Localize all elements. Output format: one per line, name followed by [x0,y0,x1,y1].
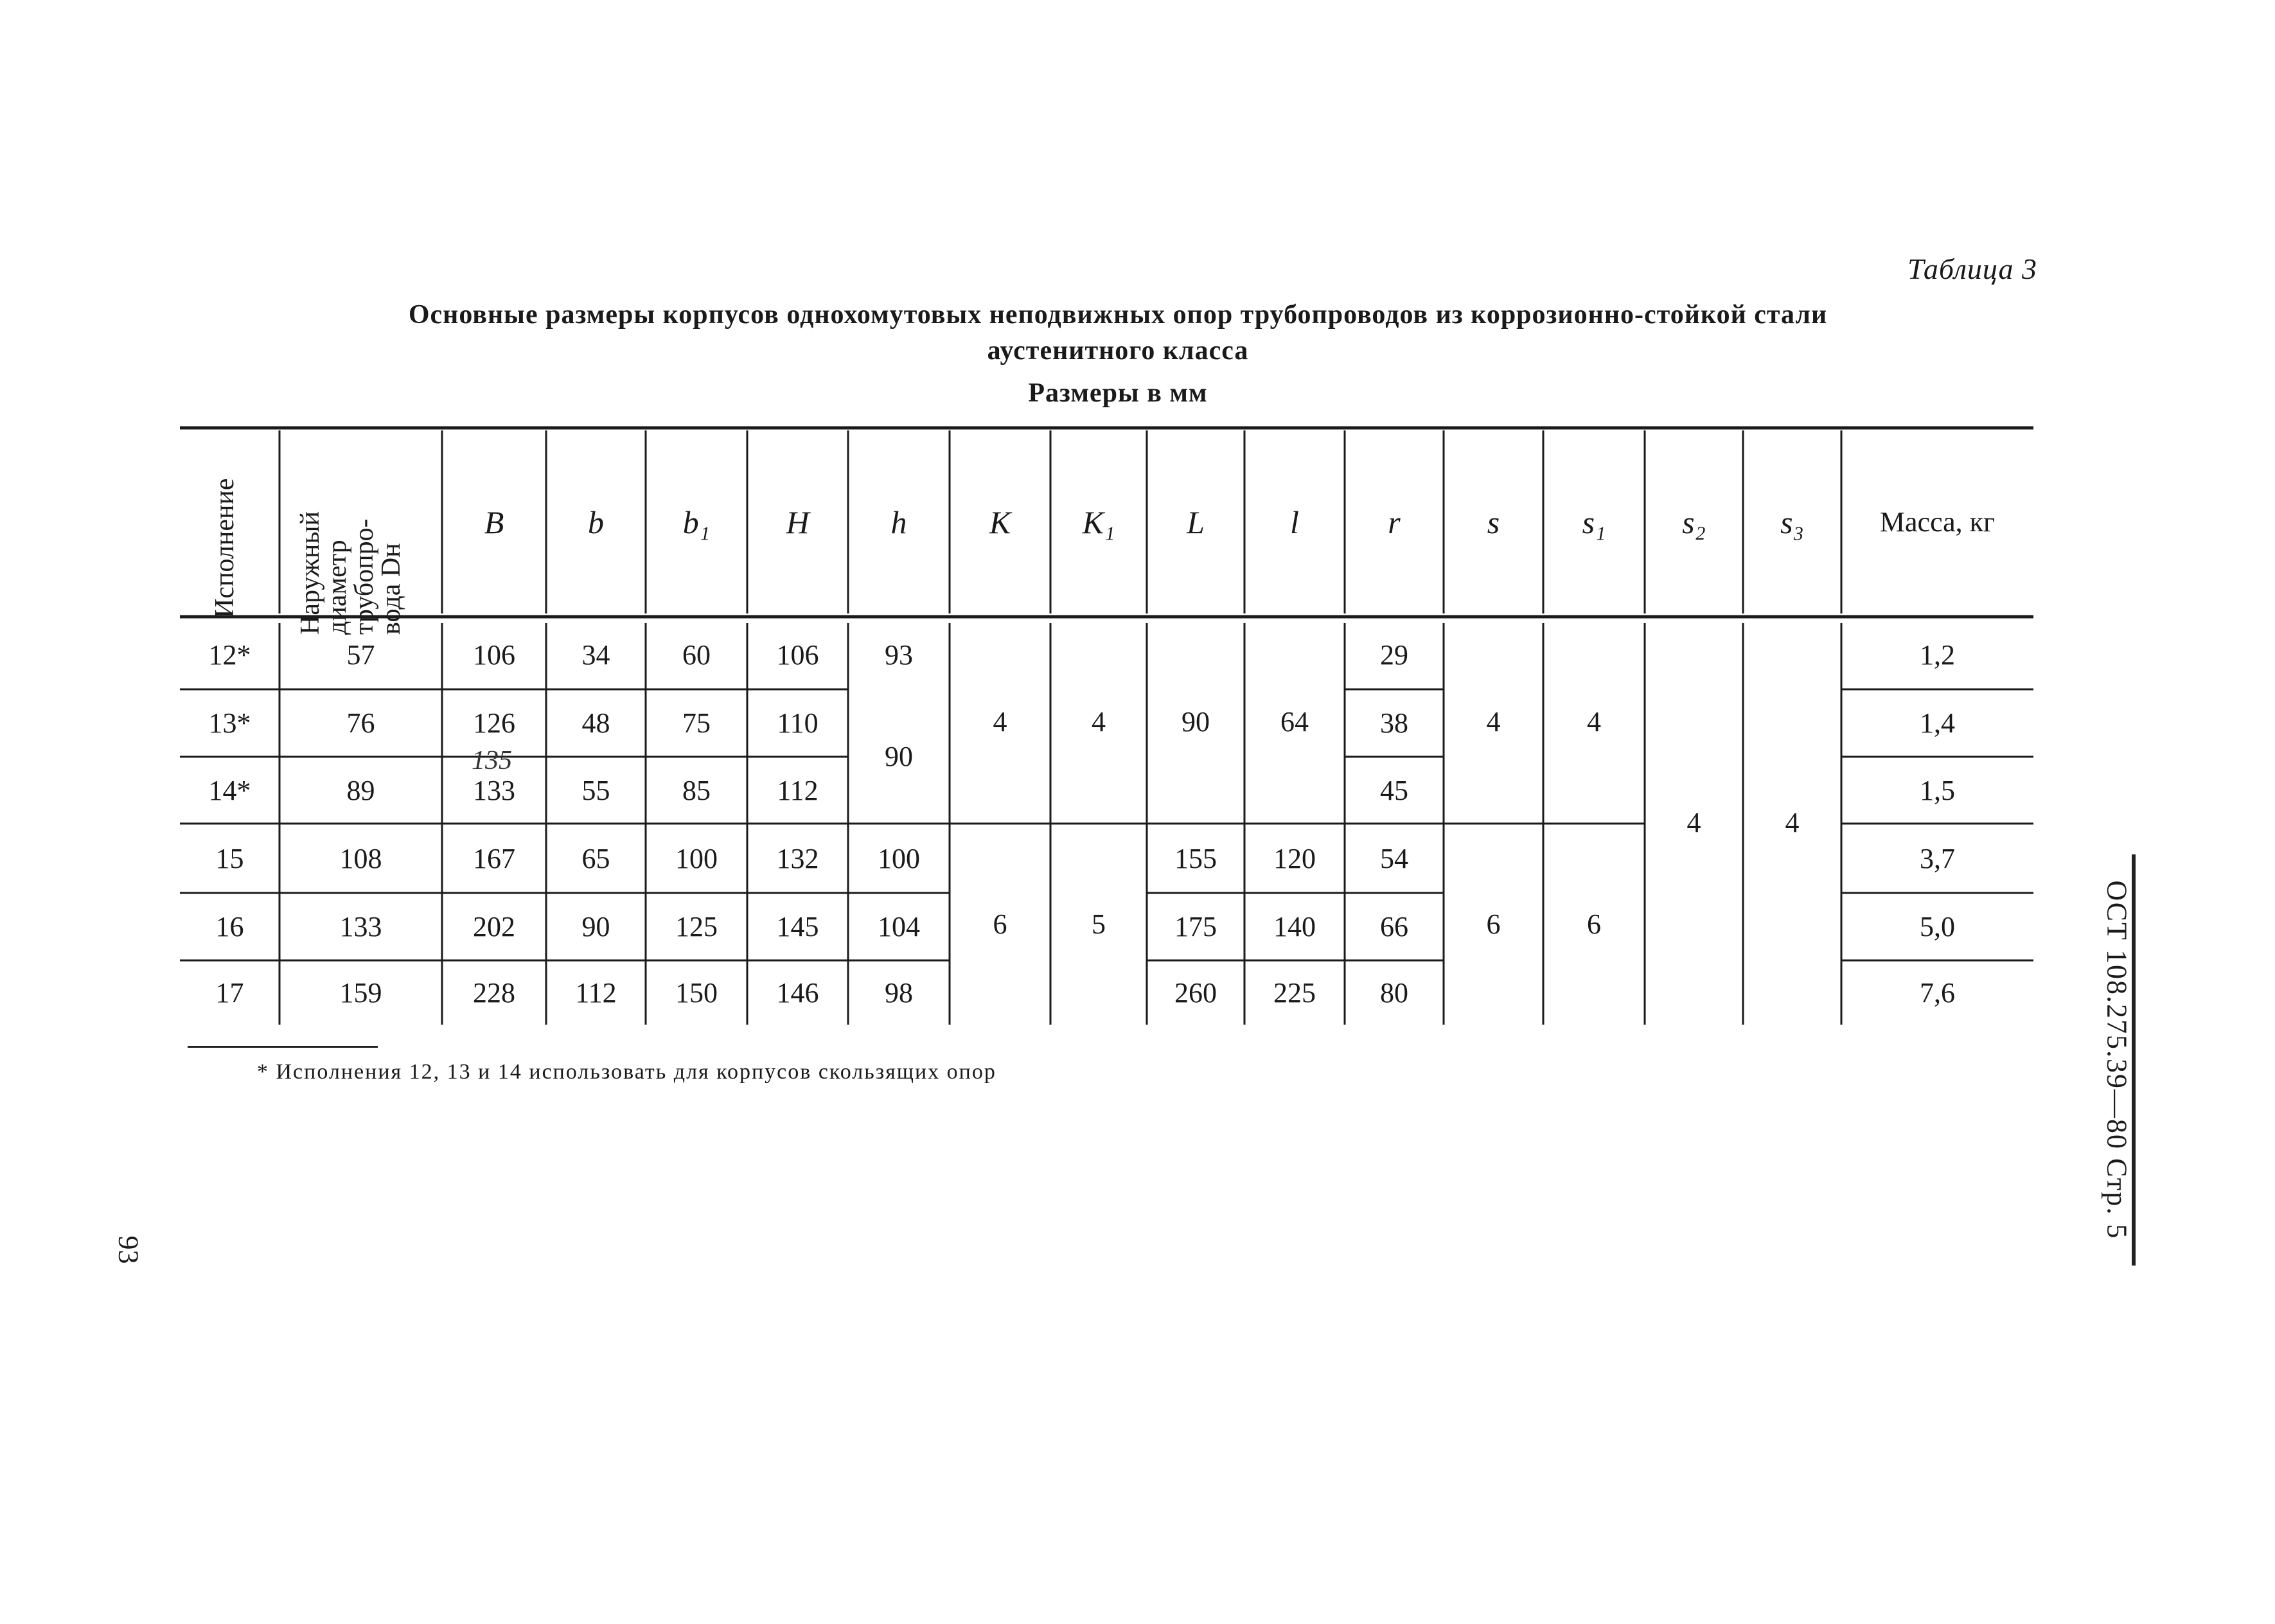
header-diameter-line4: вода Dн [376,543,406,635]
document-code [2102,854,2136,1266]
cell-b-14: 55 [581,774,610,806]
cell-isp-13: 13* [208,707,251,739]
cell-s3-all: 4 [1785,806,1800,838]
cell-L-15: 155 [1174,842,1217,874]
header-mass: Масса, кг [1879,506,1996,538]
cell-K1-12-14: 4 [1092,706,1106,737]
cell-b-17: 112 [575,976,617,1009]
page-number: 93 [112,1235,145,1264]
header-s3: s₃ [1780,504,1804,540]
cell-r-16: 66 [1380,911,1408,942]
cell-L-16: 175 [1174,911,1217,942]
cell-K-15-17: 6 [993,908,1007,940]
footnote-divider [188,1046,378,1048]
cell-isp-12: 12* [208,639,251,671]
cell-H-16: 145 [776,911,819,942]
cell-b1-16: 125 [675,911,718,942]
header-b1: b₁ [682,504,711,540]
header-diameter-line2: диаметр [323,540,352,635]
header-diameter [297,448,425,635]
cell-h-13-14: 90 [885,741,913,772]
cell-H-17: 146 [776,976,819,1009]
cell-B-12: 106 [473,639,515,671]
cell-d-16: 133 [339,911,382,942]
cell-H-15: 132 [776,842,819,874]
cell-r-14: 45 [1380,774,1408,806]
cell-B-13: 126 [473,707,515,739]
cell-b1-17: 150 [675,976,718,1009]
cell-b-16: 90 [581,911,610,942]
cell-K-12-14: 4 [993,706,1007,737]
cell-B-15: 167 [473,842,515,874]
cell-r-17: 80 [1380,976,1408,1009]
cell-l-17: 225 [1273,976,1316,1009]
header-s2: s₂ [1682,504,1706,540]
cell-B-16: 202 [473,911,515,942]
cell-r-12: 29 [1380,639,1408,671]
header-L: L [1187,504,1205,540]
cell-isp-15: 15 [215,842,244,874]
header-h: h [890,504,907,540]
cell-d-14: 89 [346,774,375,806]
cell-B-17: 228 [473,976,515,1009]
cell-l-16: 140 [1273,911,1316,942]
cell-isp-16: 16 [215,911,244,942]
header-K: K [989,504,1011,540]
cell-L-12-14: 90 [1182,706,1210,737]
table-title-line1: Основные размеры корпусов однохомутовых неподвижных опор трубопроводов из коррозионно-стойкой стали [408,300,1828,330]
header-l: l [1290,504,1299,540]
table-units: Размеры в мм [1028,378,1208,408]
cell-h-15: 100 [878,842,920,874]
cell-L-17: 260 [1174,976,1217,1009]
cell-b1-12: 60 [682,639,711,671]
header-s: s [1487,504,1500,540]
header-b: b [588,504,604,540]
cell-r-13: 38 [1380,707,1408,739]
cell-l-12-14: 64 [1280,706,1309,737]
cell-s2-all: 4 [1686,806,1701,838]
header-K1: K₁ [1082,504,1115,540]
cell-mass-14: 1,5 [1920,774,1955,806]
cell-mass-12: 1,2 [1920,639,1955,671]
cell-d-17: 159 [339,976,382,1009]
cell-mass-13: 1,4 [1920,707,1955,739]
cell-r-15: 54 [1380,842,1408,874]
cell-H-12: 106 [776,639,819,671]
cell-b1-15: 100 [675,842,718,874]
cell-b-13: 48 [581,707,610,739]
cell-b-15: 65 [581,842,610,874]
cell-mass-15: 3,7 [1920,842,1955,874]
cell-b1-14: 85 [682,774,711,806]
cell-s-15-17: 6 [1486,908,1501,940]
header-ispolnenie: Исполнение [210,478,240,618]
cell-h-16: 104 [878,911,920,942]
cell-K1-15-17: 5 [1092,908,1106,940]
cell-B-14: 133 [473,774,515,806]
cell-s1-12-14: 4 [1587,706,1601,737]
header-H: H [786,504,810,540]
header-B: B [484,504,504,540]
table-caption: Таблица 3 [1907,252,2037,285]
cell-isp-17: 17 [215,976,244,1009]
cell-H-14: 112 [777,774,819,806]
cell-b-12: 34 [581,639,610,671]
cell-d-13: 76 [346,707,375,739]
header-r: r [1388,504,1401,540]
header-s1: s₁ [1582,504,1606,540]
handwritten-correction: 135 [472,746,512,775]
cell-mass-16: 5,0 [1920,911,1955,942]
cell-s1-15-17: 6 [1587,908,1601,940]
cell-s-12-14: 4 [1486,706,1501,737]
cell-mass-17: 7,6 [1920,976,1955,1009]
cell-b1-13: 75 [682,707,711,739]
cell-h-17: 98 [885,976,913,1009]
cell-d-15: 108 [339,842,382,874]
cell-isp-14: 14* [208,774,251,806]
document-code-text: ОСТ 108.275.39—80 Стр. 5 [2101,880,2133,1240]
cell-l-15: 120 [1273,842,1316,874]
cell-d-12: 57 [346,639,375,671]
footnote: * Исполнения 12, 13 и 14 использовать для корпусов скользящих опор [257,1060,996,1084]
table-title-line2: аустенитного класса [987,336,1249,366]
header-diameter-line1: Наружный [296,511,325,635]
cell-H-13: 110 [777,707,819,739]
header-diameter-line3: трубопро- [350,518,379,635]
cell-h-12: 93 [885,639,913,671]
